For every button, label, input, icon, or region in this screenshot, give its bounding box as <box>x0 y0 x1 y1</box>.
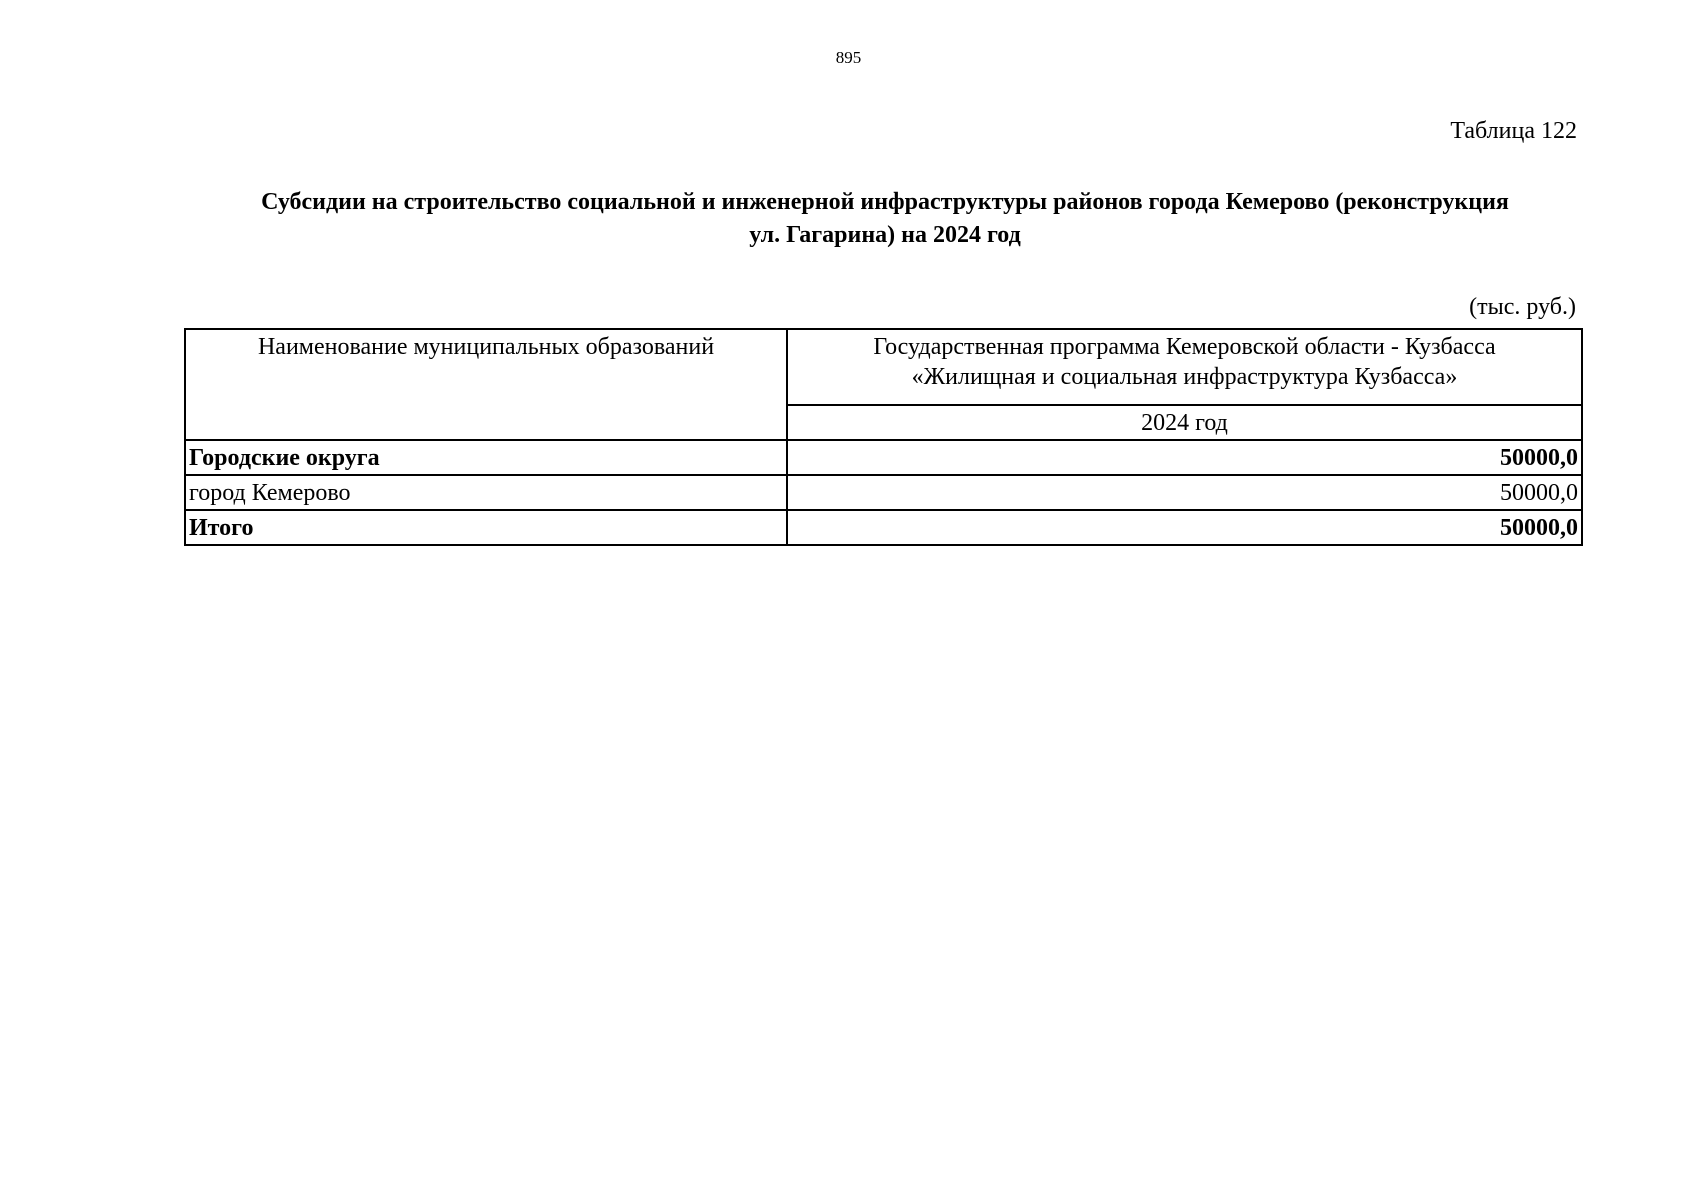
header-year: 2024 год <box>787 405 1582 440</box>
row-name-cell: Городские округа <box>185 440 787 475</box>
table-row <box>185 510 1582 545</box>
row-name-cell: город Кемерово <box>185 475 787 510</box>
row-value-cell: 50000,0 <box>787 510 1582 545</box>
header-name-column: Наименование муниципальных образований <box>185 329 787 440</box>
table-label: Таблица 122 <box>1450 118 1577 144</box>
document-title-line-1: Субсидии на строительство социальной и инженерной инфраструктуры районов города Кемерово (реконструкция <box>261 189 1509 215</box>
row-value-cell: 50000,0 <box>787 440 1582 475</box>
row-name-cell: Итого <box>185 510 787 545</box>
header-program-line-2: «Жилищная и социальная инфраструктура Кузбасса» <box>911 364 1458 390</box>
document-title <box>190 186 1580 252</box>
table-row <box>185 475 1582 510</box>
subsidy-table <box>184 328 1583 546</box>
units-label: (тыс. руб.) <box>1469 294 1576 320</box>
table-header-row <box>185 329 1582 405</box>
header-program-line-1: Государственная программа Кемеровской области - Кузбасса <box>873 334 1496 360</box>
row-value-cell: 50000,0 <box>787 475 1582 510</box>
document-title-line-2: ул. Гагарина) на 2024 год <box>749 222 1021 248</box>
table-row <box>185 440 1582 475</box>
page-number: 895 <box>835 48 862 67</box>
header-program-column <box>787 329 1582 405</box>
